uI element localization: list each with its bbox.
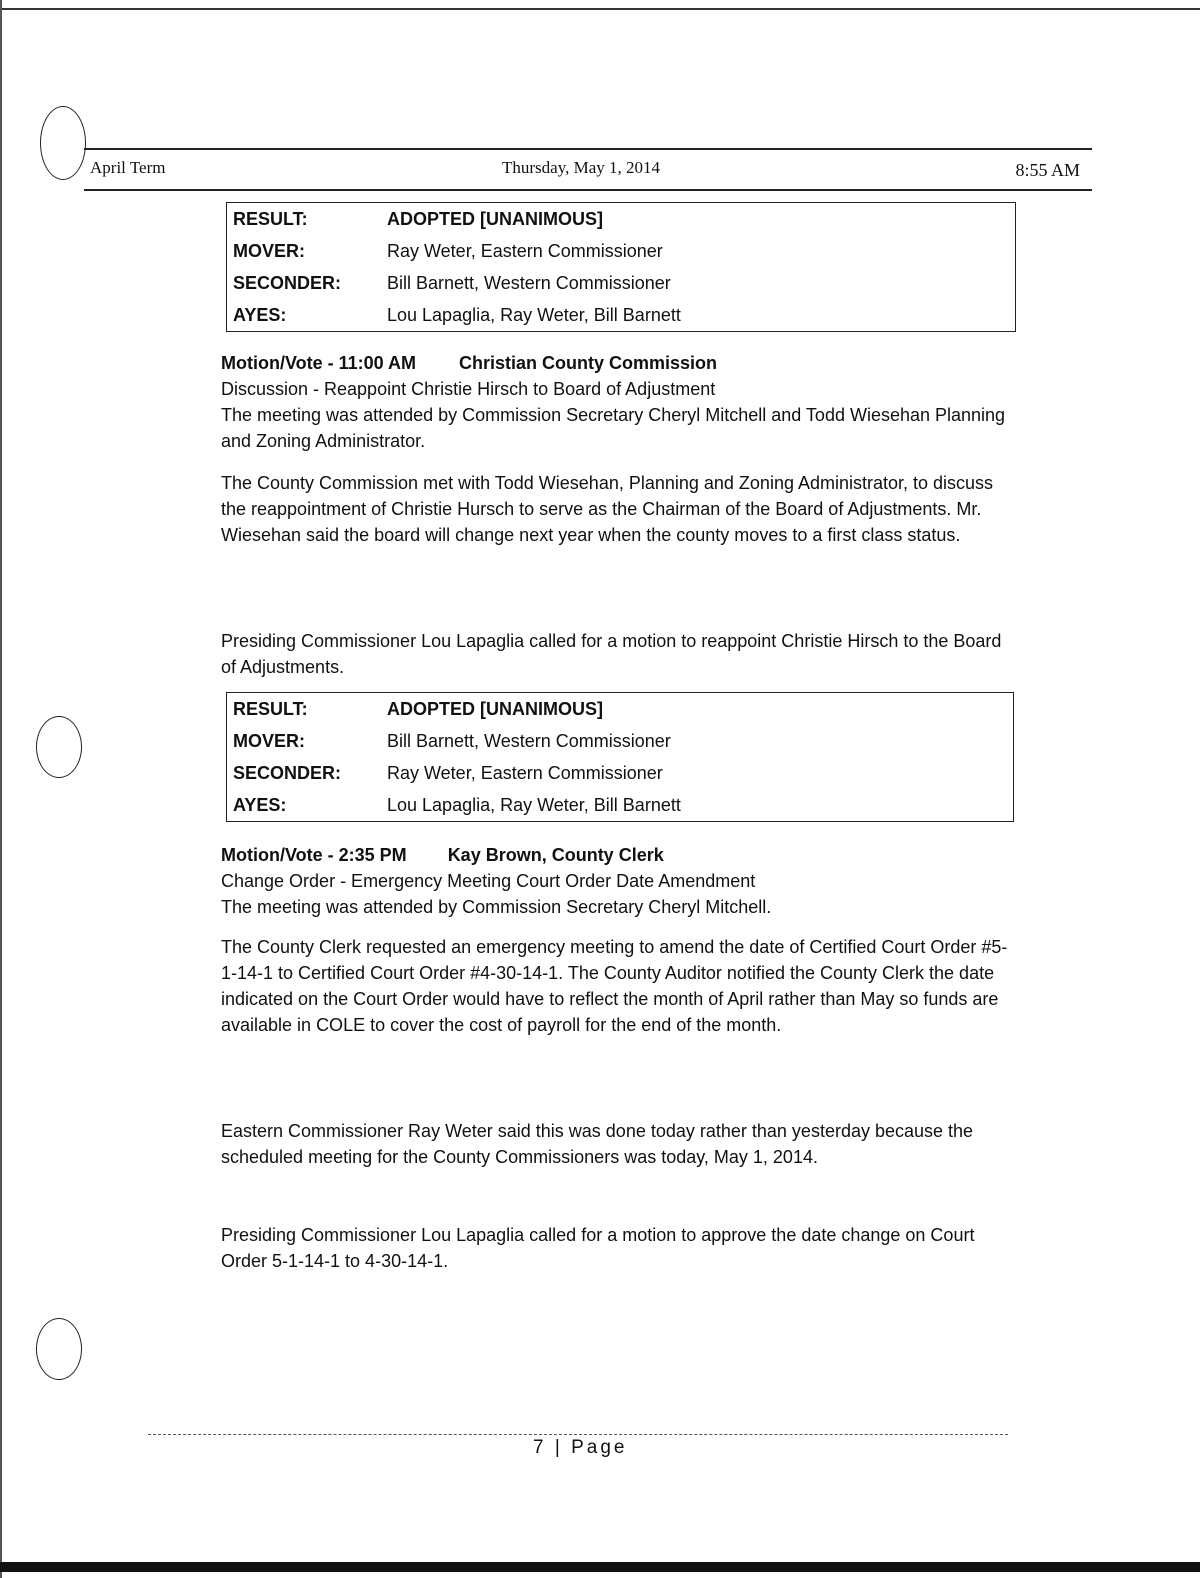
seconder-label: SECONDER: [233, 762, 342, 783]
mover-label: MOVER: [233, 730, 305, 751]
result-value: ADOPTED [UNANIMOUS] [387, 208, 603, 229]
item1-heading [221, 350, 1021, 376]
item1-heading-block [221, 350, 1021, 454]
seconder-label: SECONDER: [233, 272, 342, 293]
binder-hole-bottom [36, 1318, 82, 1380]
item1-attendance: The meeting was attended by Commission Secretary Cheryl Mitchell and Todd Wiesehan Planning and Zoning Administrator. [221, 405, 1006, 451]
binder-hole-top [40, 106, 86, 180]
vote-row-mover [227, 725, 1014, 757]
ayes-value: Lou Lapaglia, Ray Weter, Bill Barnett [387, 304, 681, 325]
scan-top-edge [0, 8, 1200, 10]
vote-row-seconder [227, 757, 1014, 789]
vote-table-2 [226, 692, 1014, 822]
item2-heading [221, 842, 1021, 868]
vote-row-ayes [227, 789, 1014, 822]
vote-row-result [227, 693, 1014, 726]
binder-hole-middle [36, 716, 82, 778]
header-time: 8:55 AM [1015, 160, 1080, 180]
item1-paragraph-2: Presiding Commissioner Lou Lapaglia called for a motion to reappoint Christie Hirsch to the Board of Adjustments. [221, 631, 1002, 677]
header-date: Thursday, May 1, 2014 [502, 158, 661, 177]
item1-heading-prefix: Motion/Vote - 11:00 AM [221, 353, 417, 373]
page-header [90, 156, 1090, 184]
page-footer [533, 1437, 627, 1459]
footer-rule [148, 1434, 1008, 1435]
item2-paragraph-1: The County Clerk requested an emergency meeting to amend the date of Certified Court Order #5-1-14-1 to Certified Court Order #4-30-14-1. The County Auditor notified the County Clerk the date indicated on the Court Order would have to reflect the month of April rather than May so funds are available in COLE to cover the cost of payroll for the end of the month. [221, 937, 1008, 1035]
item1-heading-body: Christian County Commission [459, 353, 718, 373]
header-rule-bottom [84, 189, 1092, 191]
mover-value: Ray Weter, Eastern Commissioner [387, 240, 663, 261]
result-label: RESULT: [233, 698, 308, 719]
item1-paragraph-1: The County Commission met with Todd Wiesehan, Planning and Zoning Administrator, to discuss the reappointment of Christie Hursch to serve as the Chairman of the Board of Adjustments. Mr. Wiesehan said the board will change next year when the county moves to a first class status. [221, 473, 994, 545]
ayes-label: AYES: [233, 794, 287, 815]
item1-subject: Discussion - Reappoint Christie Hirsch to Board of Adjustment [221, 379, 716, 399]
item2-attendance: The meeting was attended by Commission Secretary Cheryl Mitchell. [221, 897, 772, 917]
vote-table-1 [226, 202, 1016, 332]
scan-left-edge [0, 0, 2, 1578]
ayes-value: Lou Lapaglia, Ray Weter, Bill Barnett [387, 794, 681, 815]
vote-row-mover [227, 235, 1016, 267]
item2-heading-body: Kay Brown, County Clerk [447, 845, 664, 865]
vote-row-ayes [227, 299, 1016, 332]
seconder-value: Ray Weter, Eastern Commissioner [387, 762, 663, 783]
item2-paragraph-3: Presiding Commissioner Lou Lapaglia called for a motion to approve the date change on Court Order 5-1-14-1 to 4-30-14-1. [221, 1225, 975, 1271]
mover-value: Bill Barnett, Western Commissioner [387, 730, 671, 751]
header-term: April Term [90, 158, 166, 177]
vote-row-seconder [227, 267, 1016, 299]
result-value: ADOPTED [UNANIMOUS] [387, 698, 603, 719]
mover-label: MOVER: [233, 240, 305, 261]
ayes-label: AYES: [233, 304, 287, 325]
header-rule-top [84, 148, 1092, 150]
item2-heading-prefix: Motion/Vote - 2:35 PM [221, 845, 407, 865]
seconder-value: Bill Barnett, Western Commissioner [387, 272, 671, 293]
page-label: | Page [554, 1437, 628, 1458]
item2-heading-block [221, 842, 1021, 920]
result-label: RESULT: [233, 208, 308, 229]
item2-subject: Change Order - Emergency Meeting Court Order Date Amendment [221, 871, 756, 891]
page-number: 7 [533, 1437, 547, 1458]
vote-row-result [227, 203, 1016, 236]
scan-bottom-edge [0, 1562, 1200, 1572]
item2-paragraph-2: Eastern Commissioner Ray Weter said this was done today rather than yesterday because the scheduled meeting for the County Commissioners was today, May 1, 2014. [221, 1121, 974, 1167]
